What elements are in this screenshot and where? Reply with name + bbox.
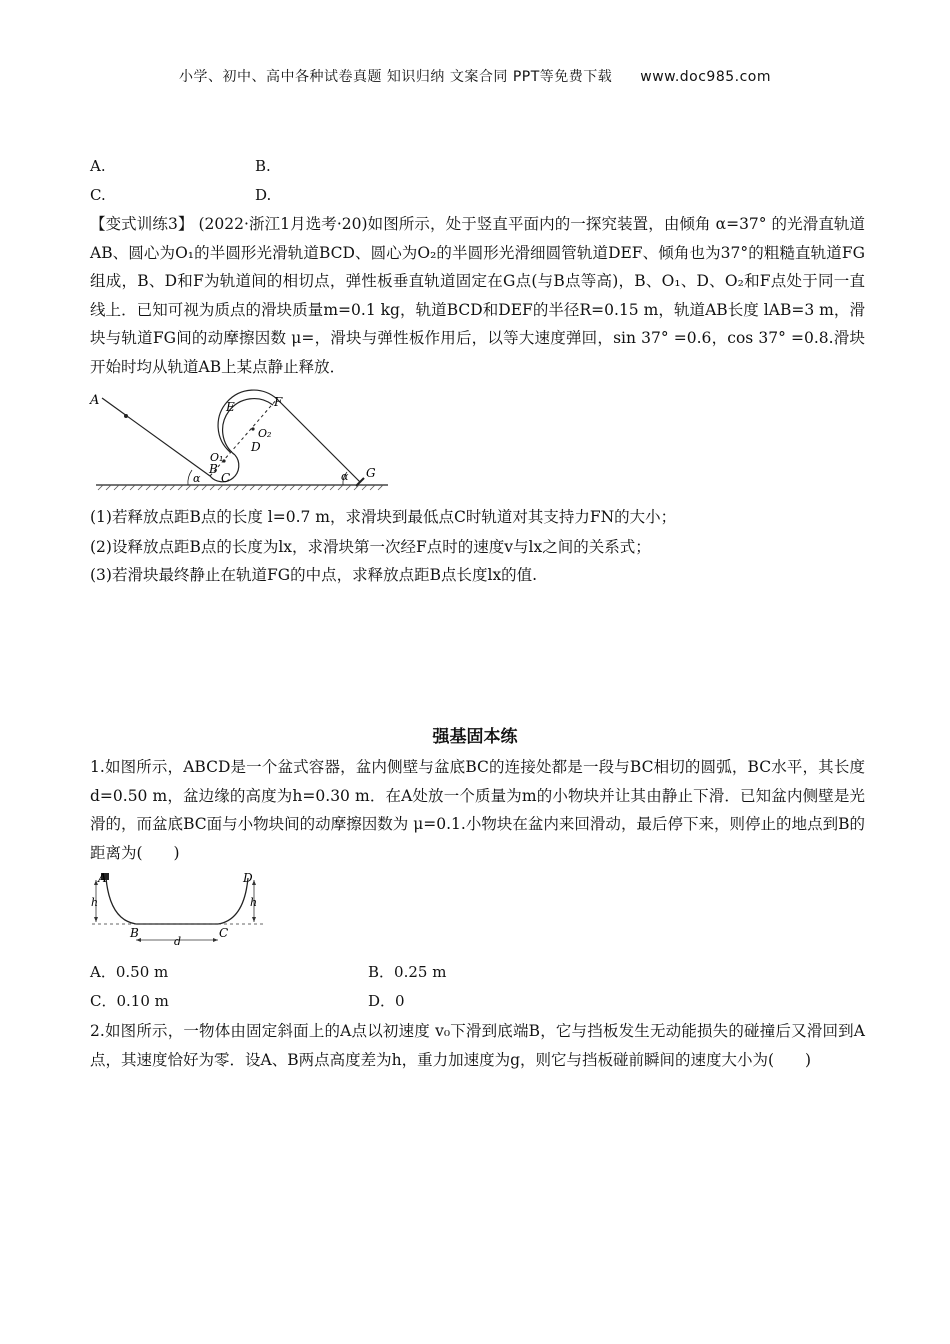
ground-hatching [98, 485, 383, 490]
q1-option-c: C．0.10 m [90, 992, 169, 1010]
center-o2 [251, 427, 254, 430]
label-g: G [366, 466, 376, 480]
angle-arc-left [188, 470, 192, 485]
q1-option-a: A．0.50 m [90, 963, 169, 981]
label-alpha-right: α [341, 470, 349, 483]
option-d-top: D. [255, 186, 272, 204]
question-2-text: 2.如图所示，一物体由固定斜面上的A点以初速度 v₀下滑到底端B，它与挡板发生无动能损失的碰撞后又滑回到A点，其速度恰好为零．设A、B两点高度差为h，重力加速度为g，则它与挡板碰前瞬间的速度大小为( ) [90, 1022, 865, 1069]
label-b: B [130, 926, 139, 940]
basin-diagram [88, 868, 273, 950]
section-title: 强基固本练 [432, 727, 518, 747]
label-a: A [90, 393, 100, 408]
header-text: 小学、初中、高中各种试卷真题 知识归纳 文案合同 PPT等免费下载 [178, 69, 613, 85]
track-ab [102, 398, 210, 476]
label-a: A [98, 871, 107, 885]
label-e: E [226, 400, 235, 414]
label-d-length: d [174, 935, 182, 948]
subquestion-2: (2)设释放点距B点的长度为lx，求滑块第一次经F点时的速度v与lx之间的关系式； [90, 538, 651, 556]
slider-block [124, 414, 128, 418]
label-o2: O₂ [258, 427, 272, 440]
question-1-text: 1.如图所示，ABCD是一个盆式容器，盆内侧壁与盆底BC的连接处都是一段与BC相切的圆弧，BC水平，其长度 d=0.50 m，盆边缘的高度为h=0.30 m．在A处放一个质量为m的小物块并让其由静止下滑．已知盆内侧壁是光滑的，而盆底BC面与小物块间的动摩擦因数为 μ=0.1.小物块在盆内来回滑动，最后停下来，则停止的地点到B的距离为( ) [90, 758, 865, 862]
label-o1: O₁ [210, 451, 224, 464]
option-b-top: B. [255, 157, 271, 175]
page-header [0, 66, 950, 86]
subquestion-3: (3)若滑块最终静止在轨道FG的中点，求释放点距B点长度lx的值. [90, 566, 538, 584]
label-h-left: h [91, 896, 99, 909]
label-b: B [209, 462, 218, 476]
variant-problem-text: 【变式训练3】 (2022·浙江1月选考·20)如图所示，处于竖直平面内的一探究装置，由倾角 α=37° 的光滑直轨道AB、圆心为O₁的半圆形光滑轨道BCD、圆心为O₂的半圆形光滑细圆管轨道DEF、倾角也为37°的粗糙直轨道FG组成，B、D和F为轨道间的相切点，弹性板垂直轨道固定在G点(与B点等高)，B、O₁、D、O₂和F点处于同一直线上．已知可视为质点的滑块质量m=0.1 kg，轨道BCD和DEF的半径R=0.15 m，轨道AB长度 lAB=3 m，滑块与轨道FG间的动摩擦因数 μ=，滑块与弹性板作用后，以等大速度弹回，sin 37° =0.6，cos 37° =0.8.滑块开始时均从轨道AB上某点静止释放． [90, 215, 865, 376]
label-h-right: h [250, 896, 258, 909]
header-url[interactable]: www.doc985.com [640, 69, 772, 85]
q1-option-d: D．0 [368, 992, 405, 1010]
label-alpha-left: α [193, 472, 201, 485]
option-a-top: A. [90, 157, 106, 175]
subquestion-1: (1)若释放点距B点的长度 l=0.7 m，求滑块到最低点C时轨道对其支持力FN的大小； [90, 508, 677, 526]
label-d: D [243, 871, 253, 885]
option-c-top: C. [90, 186, 106, 204]
track-apparatus-diagram [88, 384, 398, 494]
label-d: D [251, 440, 261, 454]
label-c: C [219, 926, 229, 940]
basin-profile [106, 878, 248, 924]
q1-option-b: B．0.25 m [368, 963, 447, 981]
label-c: C [221, 471, 231, 485]
label-f: F [274, 395, 283, 409]
